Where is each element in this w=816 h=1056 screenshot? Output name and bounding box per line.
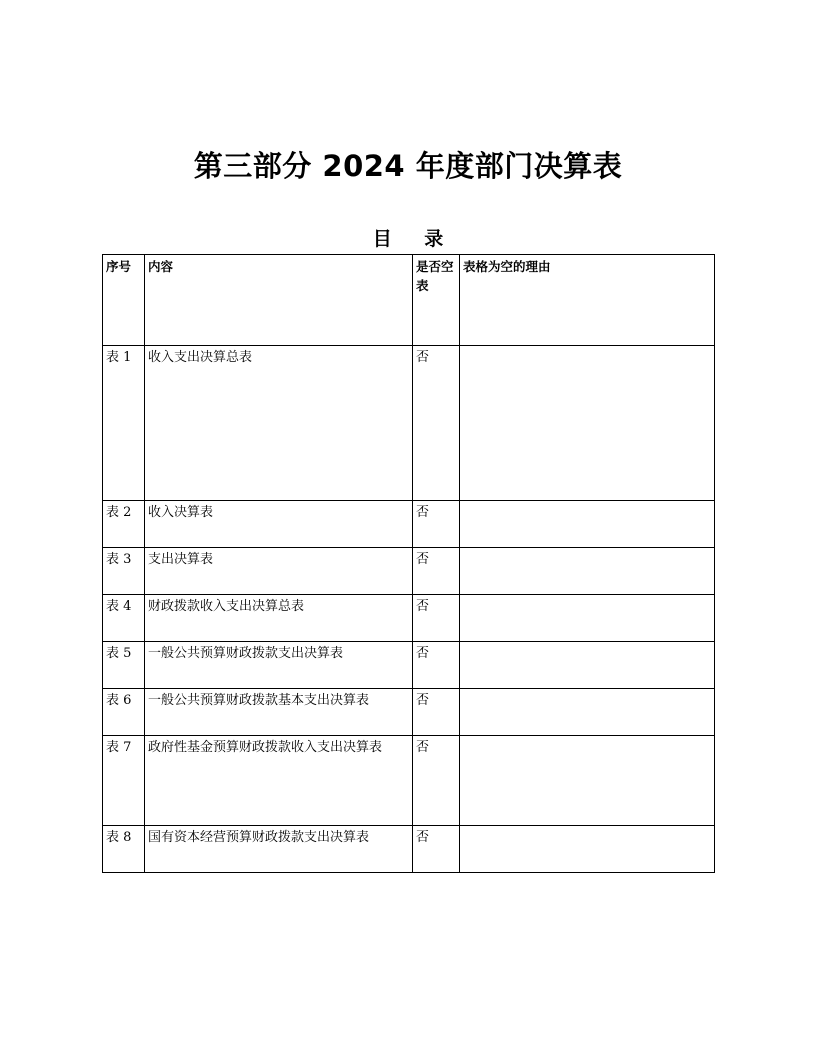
row-is-empty: 否 (413, 595, 460, 642)
table-row (103, 346, 715, 501)
row-reason (460, 642, 715, 689)
table-row (103, 642, 715, 689)
row-content: 国有资本经营预算财政拨款支出决算表 (145, 826, 413, 873)
table-row (103, 736, 715, 826)
table-row (103, 826, 715, 873)
row-content: 收入决算表 (145, 501, 413, 548)
row-no: 表 6 (103, 689, 145, 736)
row-no: 表 3 (103, 548, 145, 595)
row-is-empty: 否 (413, 642, 460, 689)
table-header-row (103, 255, 715, 346)
toc-table (102, 254, 715, 873)
row-content: 一般公共预算财政拨款基本支出决算表 (145, 689, 413, 736)
row-content: 收入支出决算总表 (145, 346, 413, 501)
row-no: 表 1 (103, 346, 145, 501)
row-reason (460, 501, 715, 548)
row-content: 财政拨款收入支出决算总表 (145, 595, 413, 642)
row-is-empty: 否 (413, 346, 460, 501)
row-no: 表 8 (103, 826, 145, 873)
row-is-empty: 否 (413, 689, 460, 736)
header-reason: 表格为空的理由 (460, 255, 715, 346)
table-row (103, 548, 715, 595)
table-row (103, 595, 715, 642)
table-row (103, 689, 715, 736)
header-is-empty: 是否空表 (413, 255, 460, 346)
page-title: 第三部分 2024 年度部门决算表 (193, 149, 623, 183)
row-no: 表 4 (103, 595, 145, 642)
row-reason (460, 595, 715, 642)
header-content: 内容 (145, 255, 413, 346)
row-is-empty: 否 (413, 548, 460, 595)
row-content: 政府性基金预算财政拨款收入支出决算表 (145, 736, 413, 826)
row-no: 表 2 (103, 501, 145, 548)
table-row (103, 501, 715, 548)
row-content: 支出决算表 (145, 548, 413, 595)
header-no: 序号 (103, 255, 145, 346)
row-reason (460, 689, 715, 736)
row-is-empty: 否 (413, 501, 460, 548)
row-is-empty: 否 (413, 736, 460, 826)
row-is-empty: 否 (413, 826, 460, 873)
row-no: 表 5 (103, 642, 145, 689)
row-no: 表 7 (103, 736, 145, 826)
row-content: 一般公共预算财政拨款支出决算表 (145, 642, 413, 689)
row-reason (460, 548, 715, 595)
toc-heading: 目 录 (372, 228, 444, 250)
row-reason (460, 346, 715, 501)
row-reason (460, 826, 715, 873)
row-reason (460, 736, 715, 826)
